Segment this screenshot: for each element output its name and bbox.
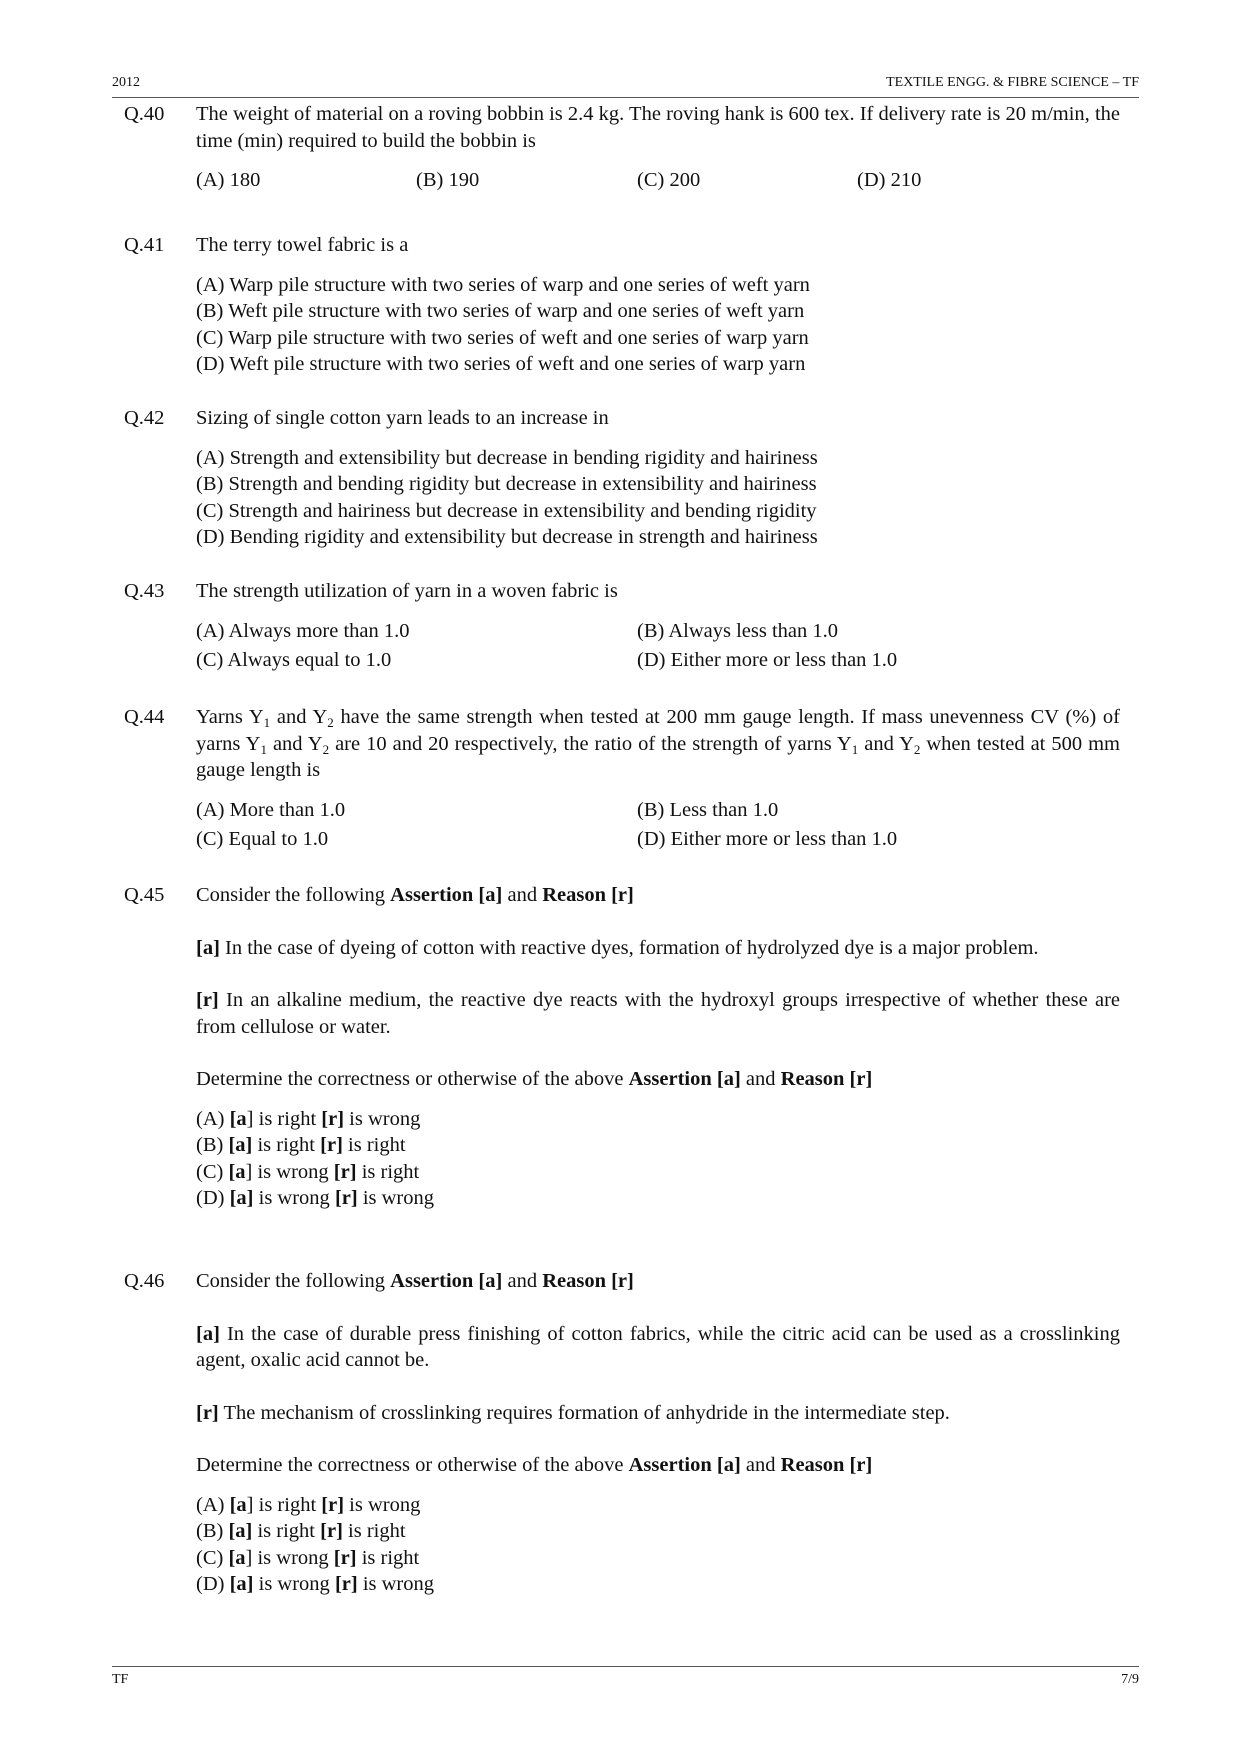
question-stem: Consider the following Assertion [a] and Reason [r] (196, 1270, 634, 1292)
options-grid (196, 797, 1120, 855)
question-number: Q.43 (124, 580, 165, 602)
options-list (196, 1106, 1120, 1212)
question-stem: Sizing of single cotton yarn leads to an increase in (196, 407, 609, 429)
option-c: (C) Strength and hairiness but decrease in extensibility and bending rigidity (196, 499, 817, 522)
footer-page-number: 7/9 (1121, 1672, 1139, 1687)
question-number: Q.42 (124, 407, 165, 429)
options-list (196, 445, 1120, 551)
option-b: (B) Less than 1.0 (637, 798, 779, 821)
option-a: (A) [a] is right [r] is wrong (196, 1493, 421, 1516)
option-b: (B) Weft pile structure with two series of warp and one series of weft yarn (196, 300, 805, 322)
option-a: (A) [a] is right [r] is wrong (196, 1107, 421, 1130)
question-number: Q.40 (124, 103, 165, 125)
footer-divider (112, 1666, 1139, 1667)
option-a: (A) Warp pile structure with two series of warp and one series of weft yarn (196, 273, 810, 296)
question-number: Q.46 (124, 1270, 165, 1292)
question-number: Q.41 (124, 234, 165, 256)
option-c: (C) Always equal to 1.0 (196, 648, 392, 671)
reason-statement: [r] The mechanism of crosslinking requires formation of anhydride in the intermediate step. (196, 1401, 950, 1424)
options-row (196, 167, 1120, 195)
question-number: Q.45 (124, 884, 165, 906)
option-d: (D) [a] is wrong [r] is wrong (196, 1573, 435, 1595)
page-header (112, 75, 1139, 98)
option-d: (D) 210 (857, 169, 922, 191)
assertion-statement: [a] In the case of durable press finishing of cotton fabrics, while the citric acid can be used as a crosslinking agent, oxalic acid cannot be. (196, 1322, 1120, 1371)
option-d: (D) Bending rigidity and extensibility but decrease in strength and hairiness (196, 526, 818, 548)
option-c: (C) 200 (637, 169, 701, 191)
options-list (196, 272, 1120, 378)
option-b: (B) [a] is right [r] is right (196, 1134, 406, 1156)
question-stem: The strength utilization of yarn in a woven fabric is (196, 580, 618, 602)
option-d: (D) Either more or less than 1.0 (637, 827, 898, 850)
option-c: (C) [a] is wrong [r] is right (196, 1160, 420, 1183)
option-b: (B) Strength and bending rigidity but decrease in extensibility and hairiness (196, 473, 817, 495)
determine-instruction: Determine the correctness or otherwise of the above Assertion [a] and Reason [r] (196, 1068, 873, 1090)
question-stem: Yarns $Y_1$ and $Y_2$ have the same strength when tested at 200 mm gauge length. If mass unevenness CV (%) of yarns $Y_1$ and $Y_2$ are 10 and 20 respectively, the ratio of the strength of yarns $Y_1$ and $Y_2$ when tested at 500 mm gauge length is (196, 706, 1121, 781)
option-c: (C) Warp pile structure with two series of weft and one series of warp yarn (196, 326, 809, 349)
option-a: (A) More than 1.0 (196, 798, 346, 821)
option-c: (C) [a] is wrong [r] is right (196, 1546, 420, 1569)
page-footer (112, 1672, 1139, 1692)
options-list (196, 1492, 1120, 1598)
option-a: (A) Always more than 1.0 (196, 619, 410, 642)
option-b: (B) [a] is right [r] is right (196, 1520, 406, 1542)
header-paper-title: TEXTILE ENGG. & FIBRE SCIENCE – TF (886, 75, 1139, 90)
option-d: (D) Either more or less than 1.0 (637, 648, 898, 671)
determine-instruction: Determine the correctness or otherwise of the above Assertion [a] and Reason [r] (196, 1454, 873, 1476)
options-grid (196, 618, 1120, 676)
question-stem: The terry towel fabric is a (196, 234, 409, 256)
option-a: (A) 180 (196, 169, 261, 191)
assertion-statement: [a] In the case of dyeing of cotton with reactive dyes, formation of hydrolyzed dye is a major problem. (196, 936, 1039, 959)
question-number: Q.44 (124, 706, 165, 728)
option-a: (A) Strength and extensibility but decrease in bending rigidity and hairiness (196, 446, 818, 469)
footer-paper-code: TF (112, 1672, 129, 1687)
question-stem: The weight of material on a roving bobbin is 2.4 kg. The roving hank is 600 tex. If delivery rate is 20 m/min, the time (min) required to build the bobbin is (196, 103, 1120, 152)
question-stem: Consider the following Assertion [a] and Reason [r] (196, 884, 634, 906)
option-b: (B) 190 (416, 169, 480, 191)
header-year: 2012 (112, 75, 140, 90)
reason-statement: [r] In an alkaline medium, the reactive dye reacts with the hydroxyl groups irrespective of whether these are from cellulose or water. (196, 989, 1120, 1038)
option-c: (C) Equal to 1.0 (196, 827, 329, 850)
option-b: (B) Always less than 1.0 (637, 619, 838, 642)
option-d: (D) [a] is wrong [r] is wrong (196, 1187, 435, 1209)
option-d: (D) Weft pile structure with two series of weft and one series of warp yarn (196, 353, 806, 375)
